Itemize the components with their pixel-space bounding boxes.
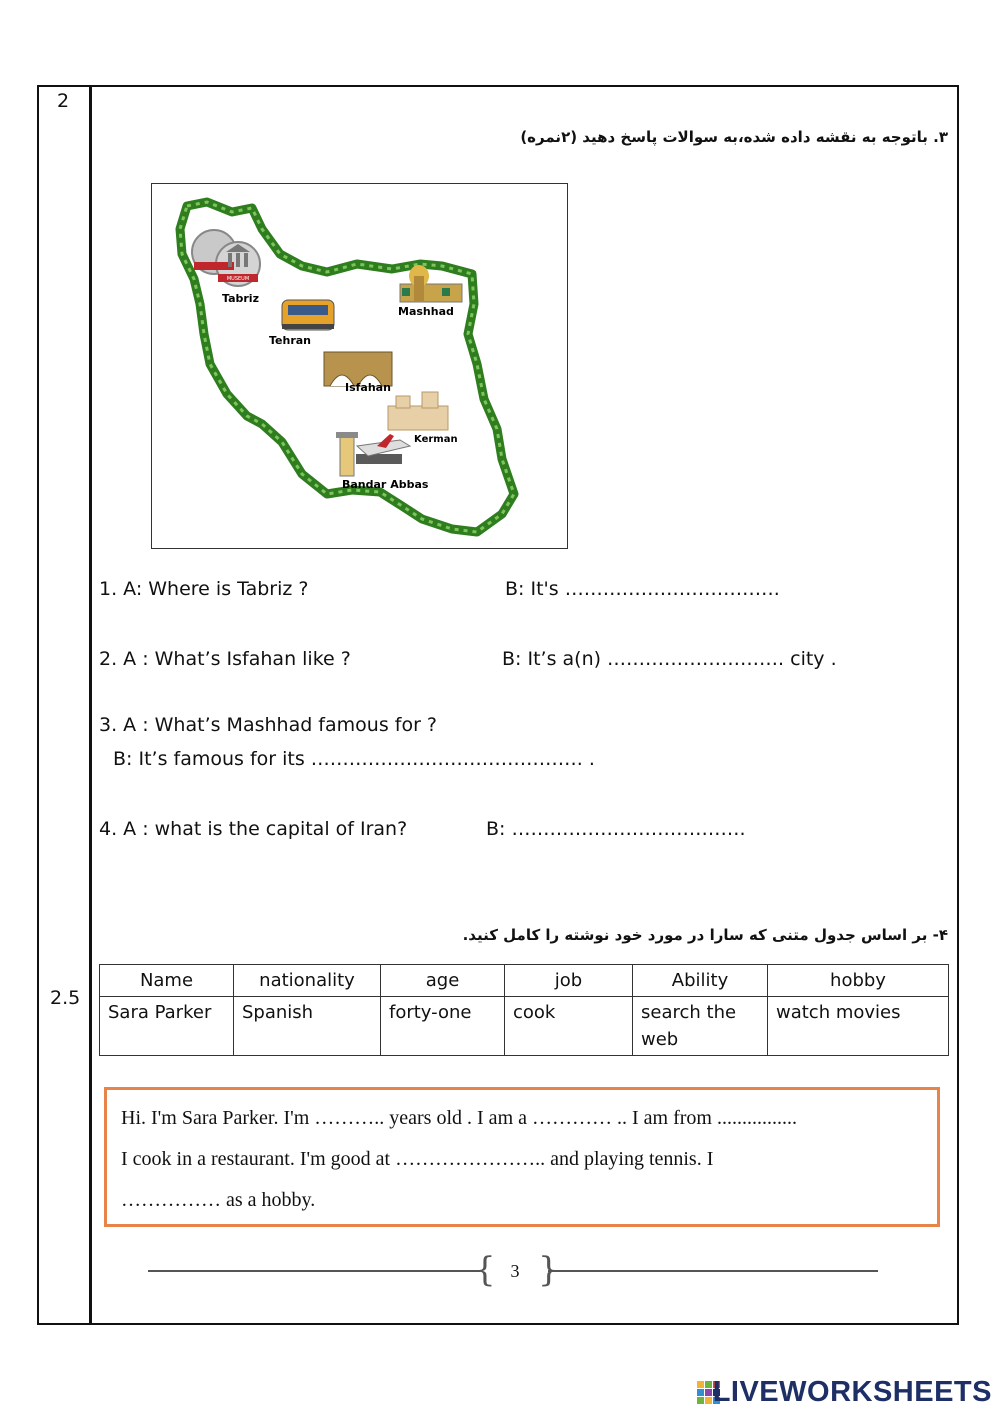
table-header: job	[505, 965, 633, 997]
castle-icon	[388, 392, 448, 430]
city-label-mashhad: Mashhad	[398, 305, 454, 318]
q4-instruction: ۴- بر اساس جدول متنی که سارا در مورد خود نوشته را کامل کنید.	[462, 926, 948, 944]
footer-line-left	[148, 1270, 480, 1272]
table-cell: cook	[505, 997, 633, 1056]
sara-text-box	[104, 1087, 940, 1227]
table-header: age	[381, 965, 505, 997]
brand-name[interactable]: LIVEWORKSHEETS	[712, 1376, 992, 1408]
right-brace-icon: }	[538, 1250, 560, 1290]
table-header-row	[100, 965, 949, 997]
svg-text:MUSEUM: MUSEUM	[226, 276, 250, 282]
table-cell: Sara Parker	[100, 997, 234, 1056]
text-line[interactable]: Hi. I'm Sara Parker. I'm ……….. years old . I am a ………… .. I am from ................	[121, 1107, 797, 1129]
left-brace-icon: {	[474, 1250, 496, 1290]
footer-line-right	[548, 1270, 878, 1272]
city-label-kerman: Kerman	[414, 434, 458, 445]
sara-info-table	[99, 964, 949, 1056]
city-label-bandar-abbas: Bandar Abbas	[342, 478, 429, 491]
table-cell: watch movies	[768, 997, 949, 1056]
question-3-a: 3. A : What’s Mashhad famous for ?	[99, 714, 438, 736]
table-header: Name	[100, 965, 234, 997]
question-1-b[interactable]: B: It's …………………………….	[505, 578, 780, 600]
question-4-b[interactable]: B: ……………………………….	[486, 818, 746, 840]
question-2-b[interactable]: B: It’s a(n) ………………………. city .	[502, 648, 837, 670]
table-cell: search the web	[633, 997, 768, 1056]
table-cell: forty-one	[381, 997, 505, 1056]
city-label-tehran: Tehran	[269, 334, 312, 347]
airport-icon	[336, 432, 410, 476]
museum-icon	[192, 230, 260, 286]
score-q3: 2	[57, 90, 70, 112]
table-row	[100, 997, 949, 1056]
table-header: nationality	[234, 965, 381, 997]
table-header: hobby	[768, 965, 949, 997]
q3-instruction: ۳. باتوجه به نقشه داده شده،به سوالات پاسخ دهید (۲نمره)	[520, 128, 948, 146]
city-label-tabriz: Tabriz	[222, 292, 259, 305]
question-3-b[interactable]: B: It’s famous for its ……………………………………. .	[113, 748, 595, 770]
page-number: 3	[510, 1261, 520, 1281]
score-column-divider	[89, 85, 92, 1325]
table-cell: Spanish	[234, 997, 381, 1056]
table-header: Ability	[633, 965, 768, 997]
question-4-a: 4. A : what is the capital of Iran?	[99, 818, 408, 840]
question-1-a: 1. A: Where is Tabriz ?	[99, 578, 309, 600]
score-q4: 2.5	[50, 987, 81, 1009]
iran-map	[151, 183, 568, 549]
text-line[interactable]: …………… as a hobby.	[121, 1189, 316, 1211]
text-line[interactable]: I cook in a restaurant. I'm good at ………………….. and playing tennis. I	[121, 1148, 714, 1170]
question-2-a: 2. A : What’s Isfahan like ?	[99, 648, 351, 670]
iran-map-drawing	[152, 184, 566, 547]
train-icon	[282, 300, 334, 330]
city-label-isfahan: Isfahan	[345, 381, 391, 394]
